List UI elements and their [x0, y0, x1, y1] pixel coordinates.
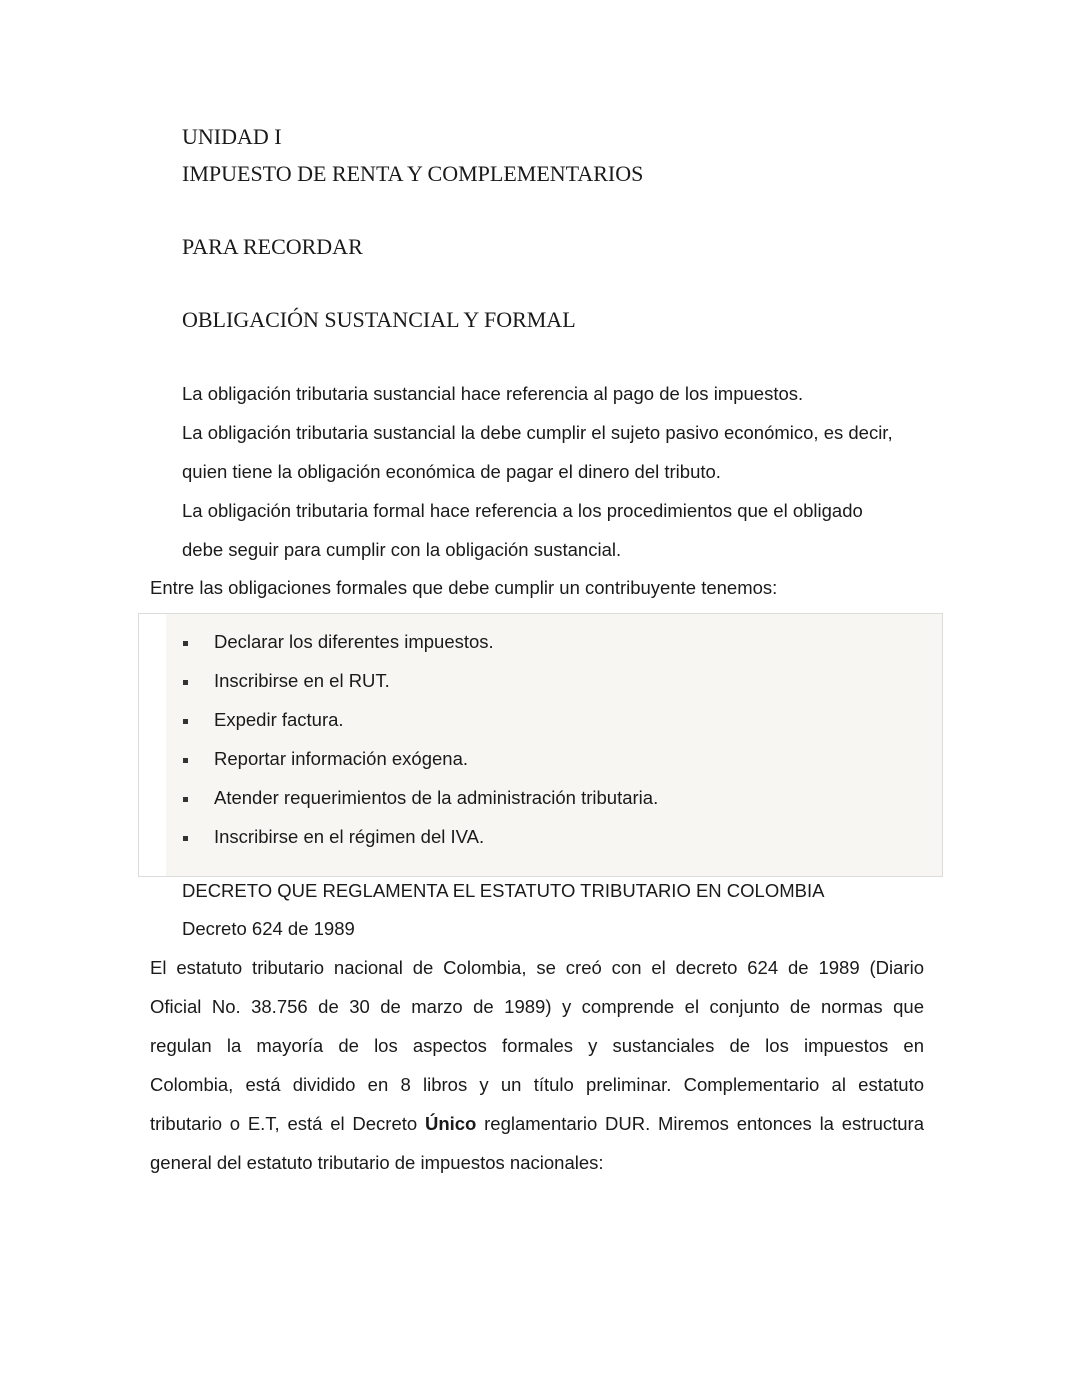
intro-line: quien tiene la obligación económica de pagar el dinero del tributo. [182, 461, 721, 482]
decree-subheading: Decreto 624 de 1989 [182, 918, 355, 939]
list-item: Atender requerimientos de la administración tributaria. [214, 787, 659, 808]
bullet-icon [183, 719, 188, 724]
list-item: Inscribirse en el régimen del IVA. [214, 826, 485, 847]
bullet-icon [183, 797, 188, 802]
bullet-icon [183, 758, 188, 763]
intro-line: La obligación tributaria sustancial hace referencia al pago de los impuestos. [182, 383, 804, 404]
paragraph-line: Colombia, está dividido en 8 libros y un título preliminar. Complementario al estatuto [150, 1074, 924, 1095]
bullet-icon [183, 836, 188, 841]
unit-heading: UNIDAD I [182, 124, 282, 149]
list-intro: Entre las obligaciones formales que debe cumplir un contribuyente tenemos: [150, 577, 778, 598]
intro-line: debe seguir para cumplir con la obligación sustancial. [182, 539, 622, 560]
obligation-heading: OBLIGACIÓN SUSTANCIAL Y FORMAL [182, 307, 576, 332]
paragraph-line: regulan la mayoría de los aspectos formales y sustanciales de los impuestos en [150, 1035, 924, 1056]
paragraph-line: El estatuto tributario nacional de Colombia, se creó con el decreto 624 de 1989 (Diario [150, 957, 924, 978]
text-part: reglamentario DUR. Miremos entonces la estructura [476, 1113, 924, 1134]
bullet-icon [183, 680, 188, 685]
bullet-icon [183, 641, 188, 646]
remember-heading: PARA RECORDAR [182, 234, 363, 259]
paragraph-line: general del estatuto tributario de impuestos nacionales: [150, 1152, 604, 1173]
list-item: Declarar los diferentes impuestos. [214, 631, 494, 652]
list-item: Reportar información exógena. [214, 748, 469, 769]
paragraph-line: Oficial No. 38.756 de 30 de marzo de 1989) y comprende el conjunto de normas que [150, 996, 924, 1017]
intro-line: La obligación tributaria sustancial la debe cumplir el sujeto pasivo económico, es decir, [182, 422, 893, 443]
intro-line: La obligación tributaria formal hace referencia a los procedimientos que el obligado [182, 500, 863, 521]
title-heading: IMPUESTO DE RENTA Y COMPLEMENTARIOS [182, 161, 644, 186]
list-item: Expedir factura. [214, 709, 344, 730]
bold-word: Único [424, 1113, 477, 1134]
formal-obligations-box [138, 613, 943, 877]
decree-heading: DECRETO QUE REGLAMENTA EL ESTATUTO TRIBUTARIO EN COLOMBIA [182, 880, 825, 901]
text-part: tributario o E.T, está el Decreto [150, 1113, 425, 1134]
list-item: Inscribirse en el RUT. [214, 670, 390, 691]
paragraph-line [150, 1113, 924, 1135]
